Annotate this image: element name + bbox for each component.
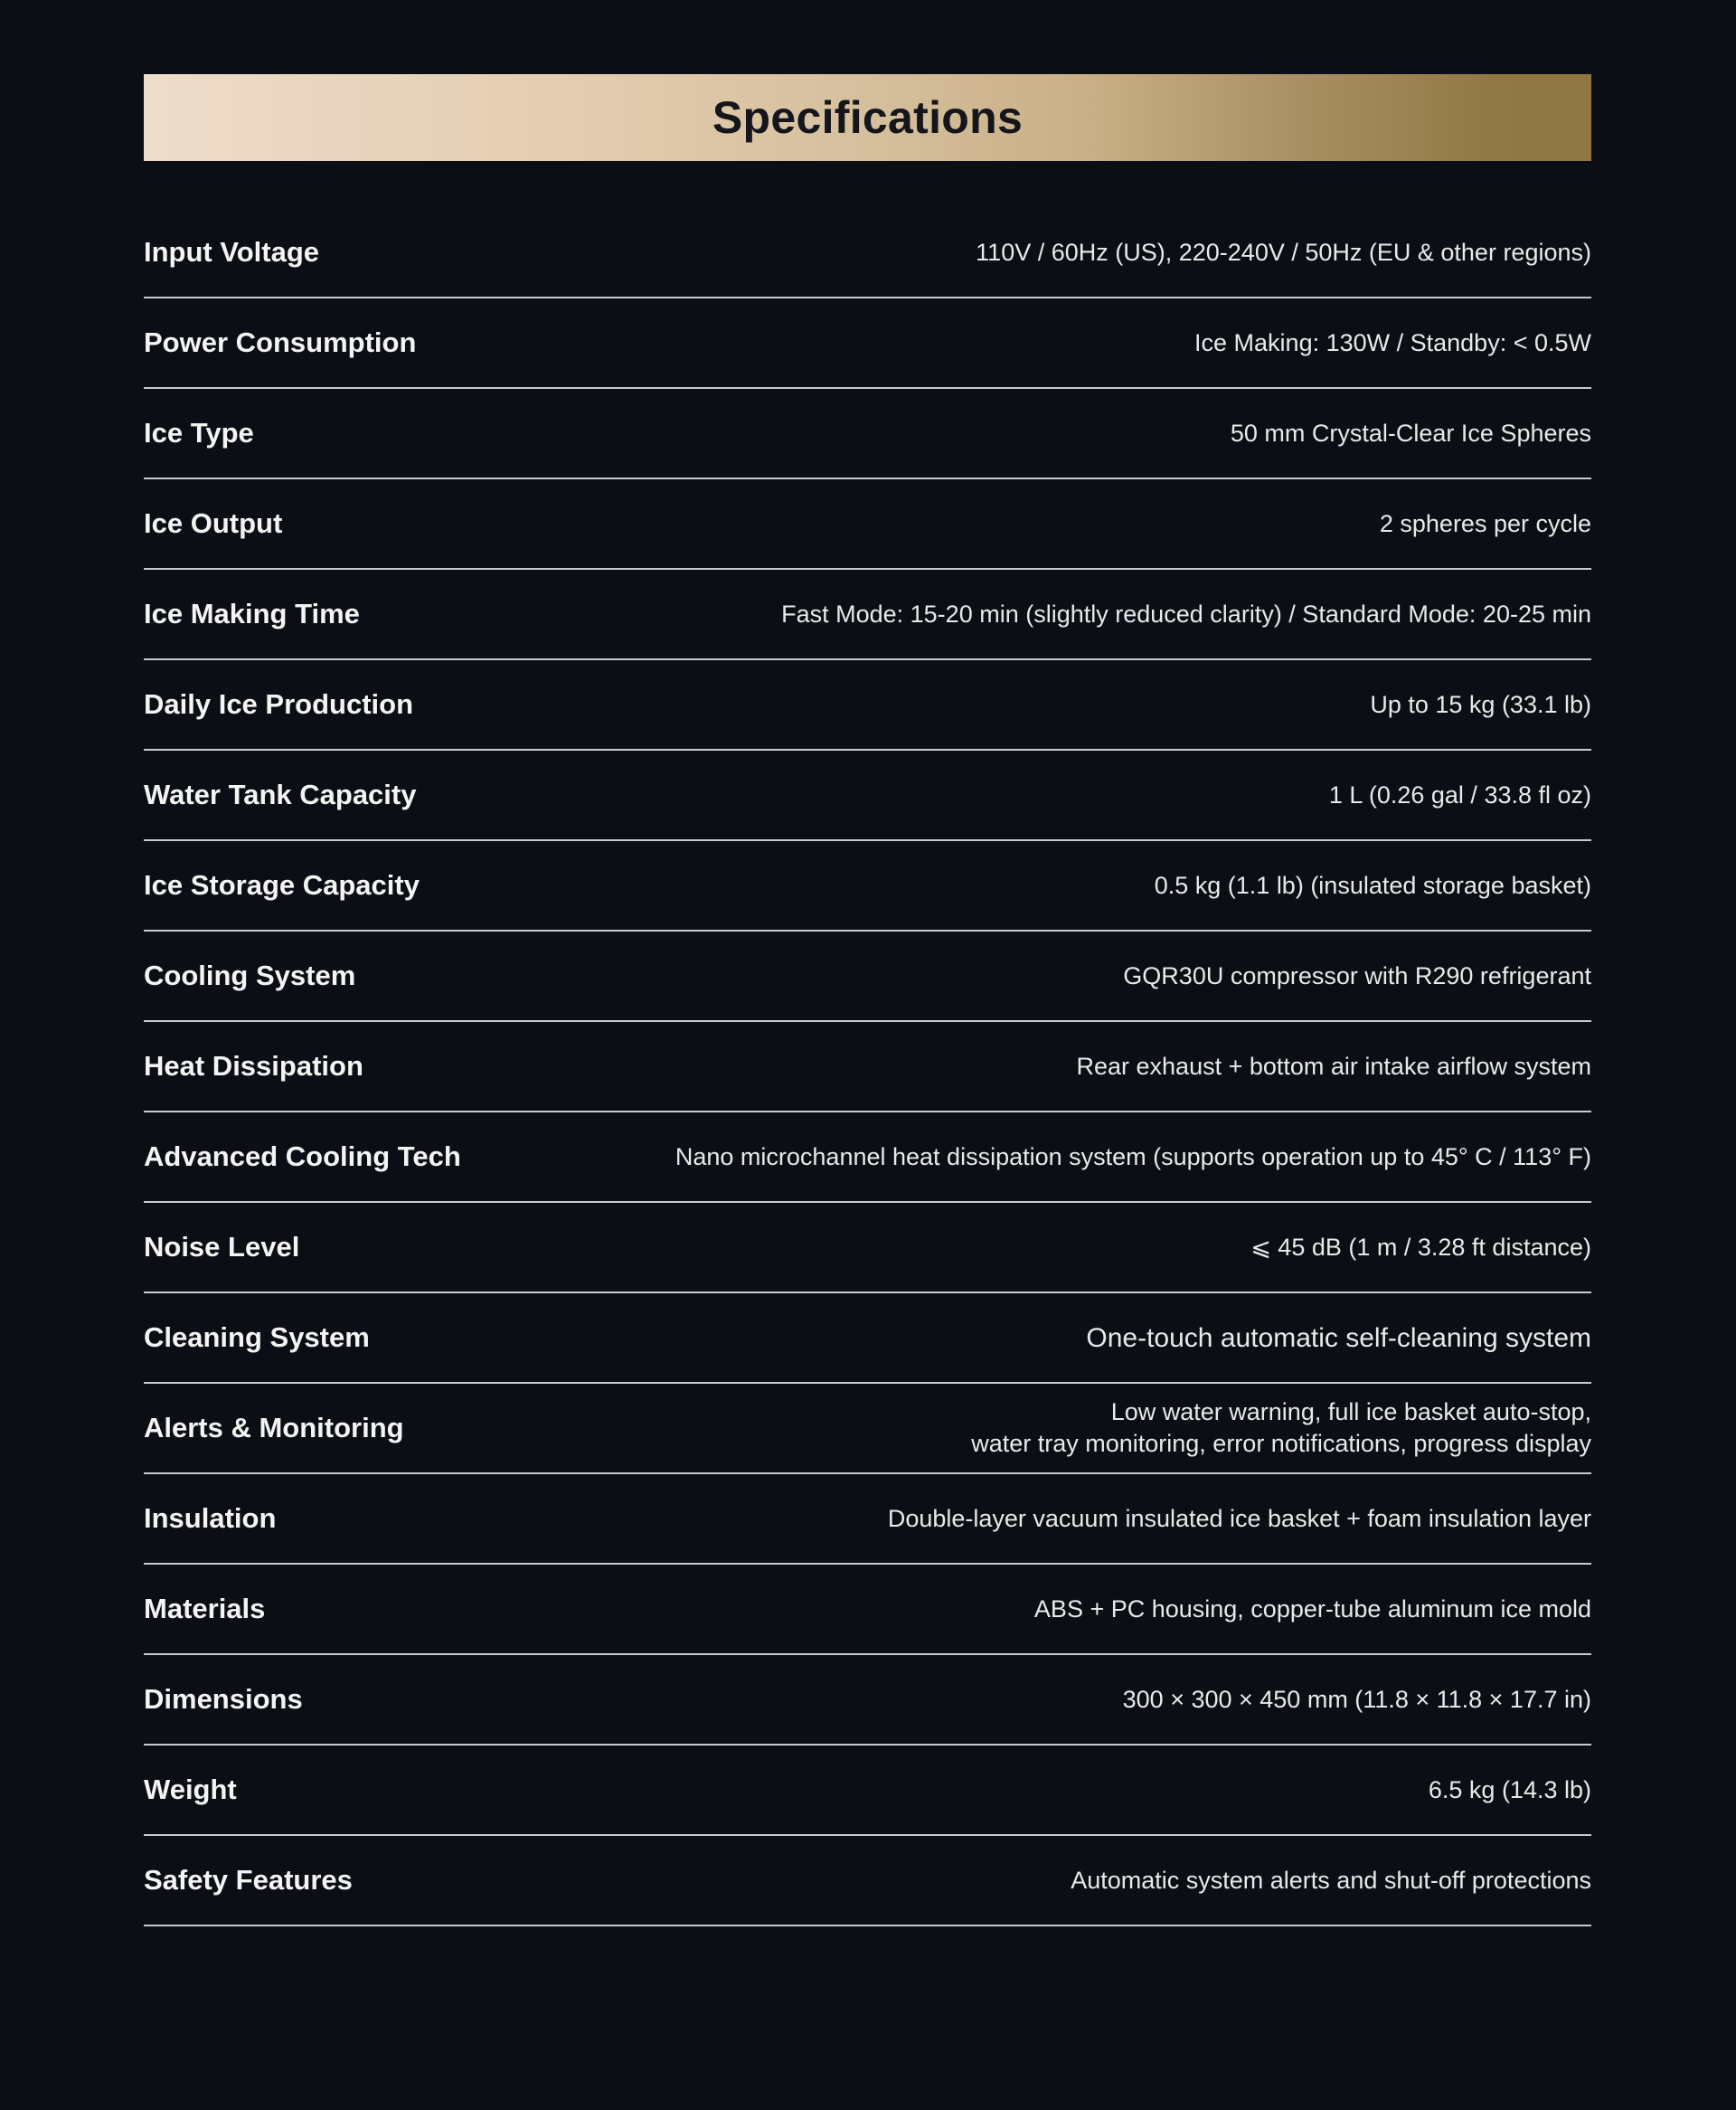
spec-row-power-consumption [144, 298, 1591, 389]
spec-label: Alerts & Monitoring [144, 1412, 404, 1443]
spec-value: ABS + PC housing, copper-tube aluminum ice mold [1033, 1594, 1591, 1623]
spec-row-alerts-monitoring [144, 1384, 1591, 1474]
spec-value: GQR30U compressor with R290 refrigerant [1123, 961, 1591, 989]
spec-label: Cooling System [144, 960, 356, 991]
spec-row-ice-storage-capacity [144, 841, 1591, 932]
spec-value: Automatic system alerts and shut-off protections [1071, 1866, 1591, 1894]
spec-value: 50 mm Crystal-Clear Ice Spheres [1230, 419, 1591, 447]
spec-value: Ice Making: 130W / Standby: < 0.5W [1194, 328, 1591, 356]
spec-row-noise-level [144, 1203, 1591, 1293]
spec-value: Nano microchannel heat dissipation system (supports operation up to 45° C / 113° F) [675, 1142, 1591, 1170]
spec-value: Up to 15 kg (33.1 lb) [1370, 690, 1591, 718]
spec-label: Ice Type [144, 417, 254, 449]
spec-row-ice-type [144, 389, 1591, 479]
spec-label: Materials [144, 1593, 266, 1624]
spec-row-weight [144, 1746, 1591, 1836]
spec-value: One-touch automatic self-cleaning system [1086, 1322, 1591, 1353]
spec-row-materials [144, 1565, 1591, 1655]
spec-row-daily-ice-production [144, 660, 1591, 751]
specifications-banner [144, 74, 1591, 161]
spec-value: 110V / 60Hz (US), 220-240V / 50Hz (EU & other regions) [976, 238, 1591, 266]
spec-label: Weight [144, 1774, 237, 1805]
spec-label: Safety Features [144, 1864, 353, 1896]
spec-value: 6.5 kg (14.3 lb) [1428, 1775, 1591, 1803]
spec-label: Heat Dissipation [144, 1050, 363, 1082]
spec-row-heat-dissipation [144, 1022, 1591, 1112]
spec-label: Input Voltage [144, 236, 320, 268]
spec-label: Water Tank Capacity [144, 779, 417, 810]
spec-label: Dimensions [144, 1683, 303, 1715]
spec-label: Ice Making Time [144, 598, 360, 629]
spec-value: 1 L (0.26 gal / 33.8 fl oz) [1328, 781, 1591, 809]
spec-label: Advanced Cooling Tech [144, 1140, 461, 1172]
spec-value: 300 × 300 × 450 mm (11.8 × 11.8 × 17.7 in) [1122, 1685, 1591, 1713]
spec-value: ⩽ 45 dB (1 m / 3.28 ft distance) [1250, 1233, 1591, 1261]
spec-label: Power Consumption [144, 326, 417, 358]
spec-value: Fast Mode: 15-20 min (slightly reduced clarity) / Standard Mode: 20-25 min [781, 600, 1591, 628]
spec-label: Cleaning System [144, 1321, 370, 1353]
spec-row-advanced-cooling-tech [144, 1112, 1591, 1203]
spec-value [971, 1396, 1591, 1460]
spec-value: Double-layer vacuum insulated ice basket + foam insulation layer [887, 1504, 1591, 1532]
spec-label: Insulation [144, 1502, 277, 1534]
page-title: Specifications [712, 92, 1024, 143]
spec-label: Ice Output [144, 507, 283, 539]
spec-row-safety-features [144, 1836, 1591, 1926]
spec-label: Noise Level [144, 1231, 300, 1263]
spec-row-cleaning-system [144, 1293, 1591, 1384]
spec-row-input-voltage [144, 208, 1591, 298]
spec-row-ice-making-time [144, 570, 1591, 660]
spec-value: 2 spheres per cycle [1379, 509, 1591, 537]
spec-value-line: Low water warning, full ice basket auto-stop, [1110, 1398, 1591, 1425]
spec-row-dimensions [144, 1655, 1591, 1746]
spec-row-water-tank-capacity [144, 751, 1591, 841]
spec-label: Daily Ice Production [144, 688, 414, 720]
spec-row-cooling-system [144, 932, 1591, 1022]
spec-label: Ice Storage Capacity [144, 869, 420, 901]
spec-value-line: water tray monitoring, error notifications, progress display [971, 1430, 1591, 1457]
spec-row-insulation [144, 1474, 1591, 1565]
spec-value: Rear exhaust + bottom air intake airflow system [1076, 1052, 1591, 1080]
spec-table [144, 208, 1591, 1926]
spec-value: 0.5 kg (1.1 lb) (insulated storage basket) [1154, 871, 1591, 899]
spec-row-ice-output [144, 479, 1591, 570]
